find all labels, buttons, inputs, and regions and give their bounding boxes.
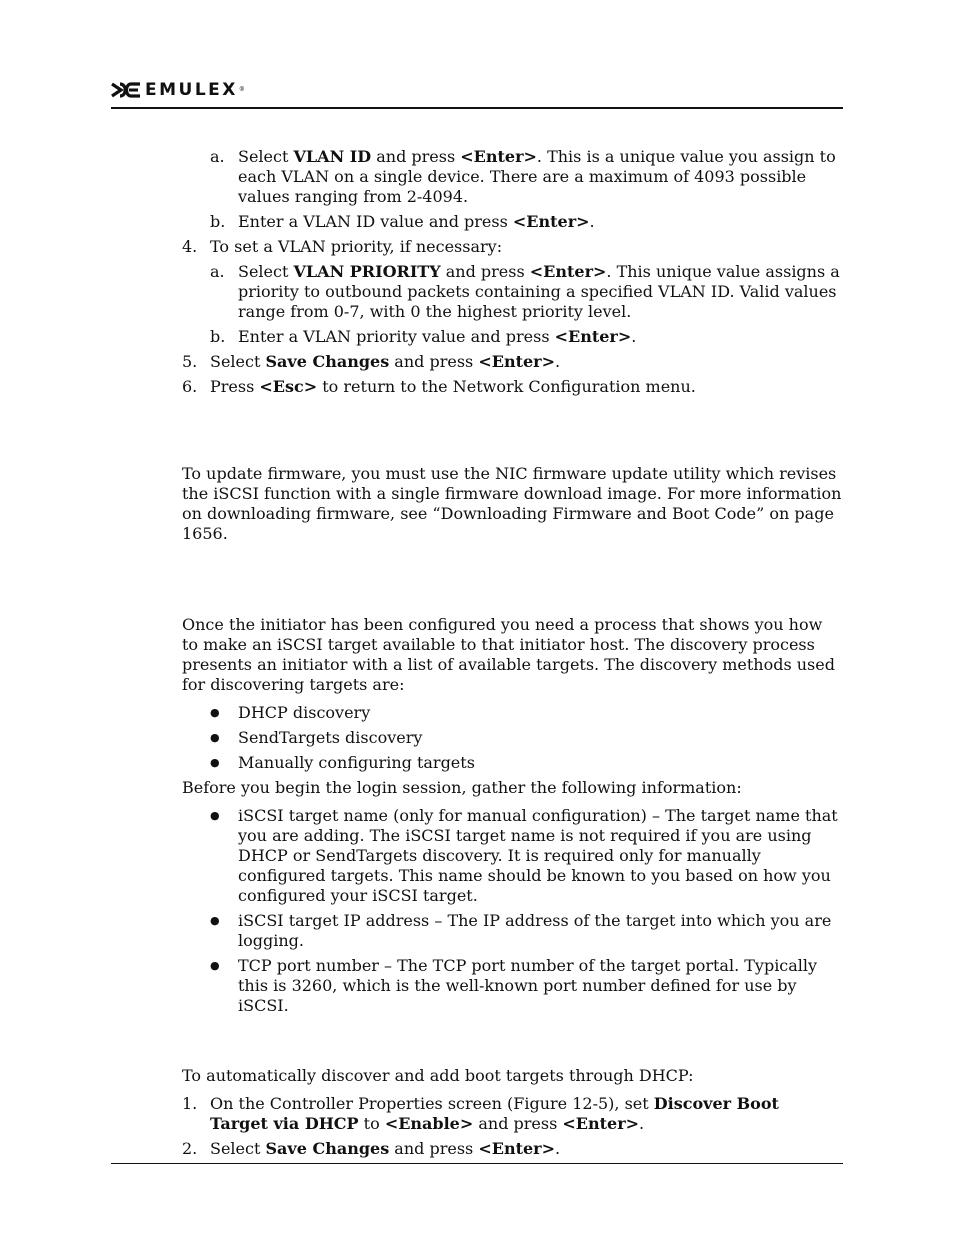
esc-key: <Esc> <box>259 377 318 396</box>
step3-b-item <box>182 212 842 232</box>
list-item <box>182 753 842 773</box>
step4-a-item <box>182 262 842 322</box>
enter-key: <Enter> <box>529 262 607 281</box>
step3-a-item <box>182 147 842 207</box>
bullet-icon: ● <box>210 731 220 744</box>
footer-rule <box>111 1163 843 1164</box>
step4-a-text: . This unique value assigns a priority to outbound packets containing a specified VLAN ID. Valid values range from 0-7, with 0 the highest priority level. <box>238 262 840 321</box>
step4-a-label: a. <box>210 262 225 281</box>
dhcp-step2-label: 2. <box>182 1139 198 1158</box>
header-rule <box>111 107 843 109</box>
list-item <box>182 728 842 748</box>
enter-key: <Enter> <box>562 1114 640 1133</box>
bullet-icon: ● <box>210 914 220 927</box>
firmware-paragraph: To update firmware, you must use the NIC firmware update utility which revises the iSCSI function with a single firmware download image. For more information on downloading firmware, see “Downloading Firmware and Boot Code” on page 1656. <box>182 464 842 543</box>
step6-text: Press <box>210 377 260 396</box>
save-changes-term: Save Changes <box>265 352 390 371</box>
bullet-icon: ● <box>210 756 220 769</box>
step3-b-text: . <box>589 212 595 231</box>
step4-b-text: Enter a VLAN priority value and press <box>238 327 555 346</box>
emulex-logo <box>111 80 245 100</box>
discover-boot-target-term: Discover Boot Target via DHCP <box>210 1094 779 1133</box>
enable-option: <Enable> <box>384 1114 474 1133</box>
step3-a-text: Select <box>238 147 294 166</box>
discovery-intro: Once the initiator has been configured you need a process that shows you how to make an iSCSI target available to that initiator host. The discovery process presents an initiator with a list of available targets. The discovery methods used for discovering targets are: <box>182 615 835 694</box>
info-item: iSCSI target IP address – The IP address of the target into which you are logging. <box>238 911 832 950</box>
info-item: TCP port number – The TCP port number of the target portal. Typically this is 3260, which is the well-known port number defined for use by iSCSI. <box>238 956 818 1015</box>
step5-text: and press <box>389 352 479 371</box>
page-body <box>182 147 842 1164</box>
info-item: iSCSI target name (only for manual configuration) – The target name that you are adding. The iSCSI target name is not required if you are using DHCP or SendTargets discovery. It is required only for manually configured targets. This name should be known to you based on how you configured your iSCSI target. <box>238 806 838 905</box>
step3-a-text: . This is a unique value you assign to each VLAN on a single device. There are a maximum of 4093 possible values ranging from 2-4094. <box>238 147 836 206</box>
discovery-method: SendTargets discovery <box>238 728 423 747</box>
list-item <box>182 911 842 951</box>
dhcp-step1-item <box>182 1094 842 1134</box>
step3-a-text: and press <box>371 147 461 166</box>
enter-key: <Enter> <box>460 147 537 166</box>
bullet-icon: ● <box>210 959 220 972</box>
dhcp-step2-text: . <box>554 1139 561 1158</box>
dhcp-step2-item <box>182 1139 842 1159</box>
step6-label: 6. <box>182 377 198 396</box>
step4-a-text: Select <box>238 262 294 281</box>
dhcp-step1-text: and press <box>473 1114 563 1133</box>
logo-trademark: ® <box>238 86 245 93</box>
step4-item <box>182 237 842 257</box>
enter-key: <Enter> <box>478 1139 555 1158</box>
bullet-icon: ● <box>210 809 220 822</box>
step4-b-text: . <box>631 327 637 346</box>
dhcp-step1-label: 1. <box>182 1094 198 1113</box>
step5-label: 5. <box>182 352 198 371</box>
step4-a-text: and press <box>440 262 530 281</box>
step4-b-label: b. <box>210 327 226 346</box>
logo-wordmark: EMULEX <box>145 80 238 100</box>
vlan-priority-term: VLAN PRIORITY <box>293 262 441 281</box>
step4-text: To set a VLAN priority, if necessary: <box>210 237 503 256</box>
emulex-logo-mark-icon <box>111 82 141 98</box>
step3-a-label: a. <box>210 147 225 166</box>
list-item <box>182 956 842 1016</box>
step5-text: . <box>554 352 561 371</box>
dhcp-step1-text: On the Controller Properties screen (Figure 12-5), set <box>210 1094 654 1113</box>
step3-b-label: b. <box>210 212 226 231</box>
bullet-icon: ● <box>210 706 220 719</box>
gather-intro: Before you begin the login session, gather the following information: <box>182 778 742 797</box>
dhcp-step2-text: Select <box>210 1139 266 1158</box>
step4-b-item <box>182 327 842 347</box>
vlan-id-term: VLAN ID <box>293 147 372 166</box>
dhcp-step2-text: and press <box>389 1139 479 1158</box>
dhcp-step1-text: to <box>358 1114 385 1133</box>
list-item <box>182 703 842 723</box>
step5-item <box>182 352 842 372</box>
enter-key: <Enter> <box>554 327 632 346</box>
dhcp-step1-text: . <box>639 1114 645 1133</box>
step6-item <box>182 377 842 397</box>
list-item <box>182 806 842 906</box>
step5-text: Select <box>210 352 266 371</box>
discovery-method: Manually configuring targets <box>238 753 475 772</box>
step4-label: 4. <box>182 237 198 256</box>
step6-text: to return to the Network Configuration menu. <box>317 377 696 396</box>
step3-b-text: Enter a VLAN ID value and press <box>238 212 513 231</box>
enter-key: <Enter> <box>512 212 590 231</box>
save-changes-term: Save Changes <box>265 1139 390 1158</box>
enter-key: <Enter> <box>478 352 555 371</box>
discovery-method: DHCP discovery <box>238 703 371 722</box>
dhcp-intro: To automatically discover and add boot targets through DHCP: <box>182 1066 694 1085</box>
